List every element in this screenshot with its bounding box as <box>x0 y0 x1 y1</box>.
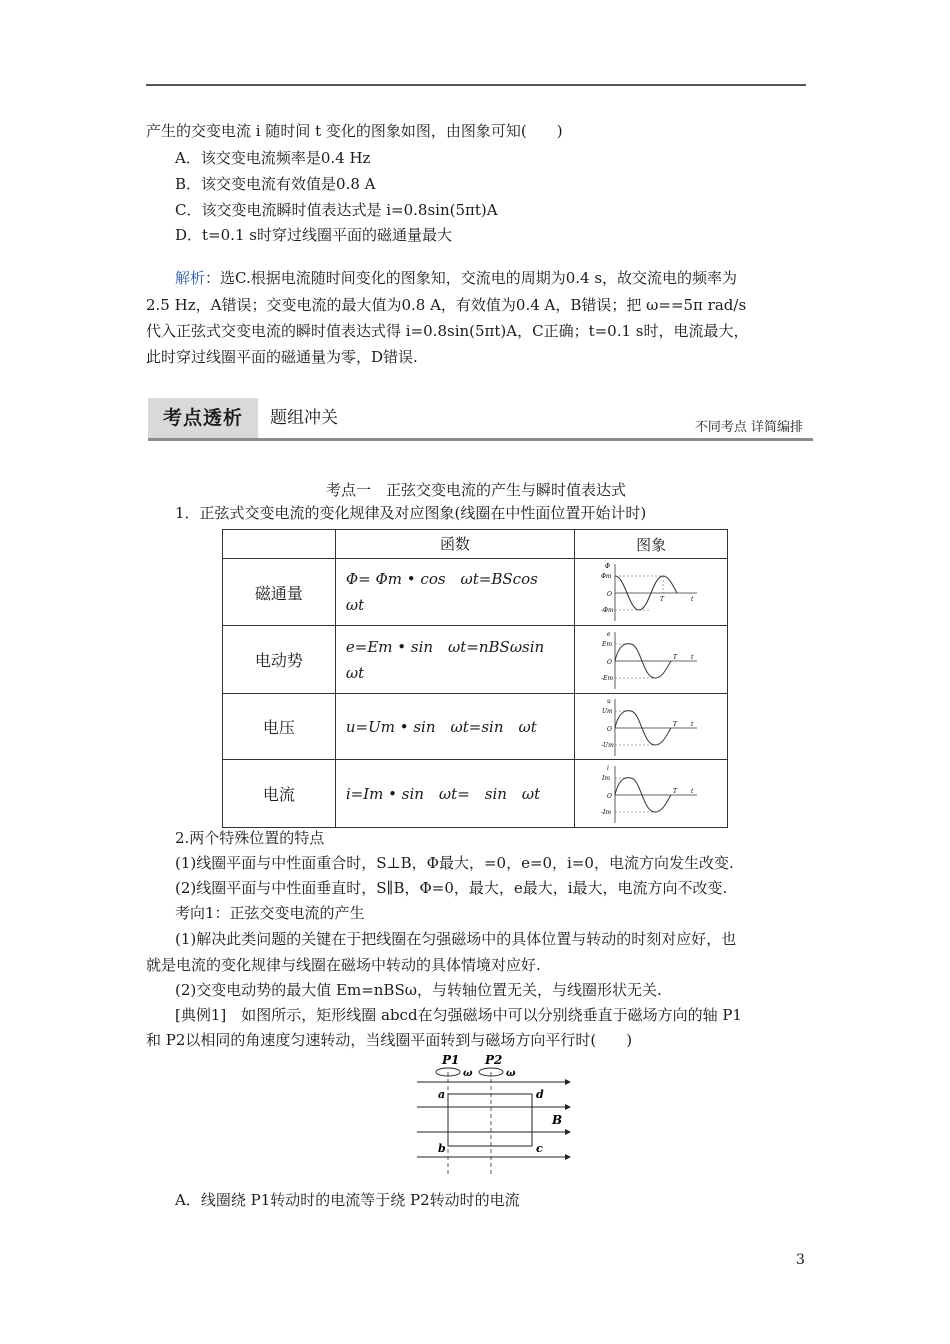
question-stem: 产生的交变电流 i 随时间 t 变化的图象如图，由图象可知( ) <box>146 122 563 140</box>
banner-bar <box>148 438 813 441</box>
table-header <box>223 530 728 559</box>
row-name: 磁通量 <box>223 559 336 626</box>
table-row <box>223 760 728 828</box>
row-graph <box>575 559 728 626</box>
header-cell-empty <box>223 530 336 559</box>
row-function <box>335 626 574 694</box>
formula-table <box>222 529 728 828</box>
svg-text:O: O <box>607 658 613 666</box>
table-row <box>223 694 728 760</box>
analysis-label: 解析 <box>175 269 206 287</box>
table-row <box>223 559 728 626</box>
example-option-a: A．线圈绕 P1转动时的电流等于绕 P2转动时的电流 <box>175 1191 520 1209</box>
example-line-1: [典例1] 如图所示，矩形线圈 abcd在匀强磁场中可以分别绕垂直于磁场方向的轴 P1 <box>175 1006 742 1024</box>
analysis-line-3: 代入正弦式交变电流的瞬时值表达式得 i=0.8sin(5πt)A，C正确；t=0.1 s时，电流最大， <box>146 322 749 340</box>
section-banner <box>148 398 813 442</box>
item-1: 1．正弦式交变电流的变化规律及对应图象(线圈在中性面位置开始计时) <box>175 504 647 522</box>
sin-graph-icon <box>601 763 701 825</box>
function-line-1: Φ= Φm • cos ωt=BScos <box>345 570 538 588</box>
option-c-label: C． <box>175 201 202 219</box>
direction-note-1-line-2: 就是电流的变化规律与线圈在磁场中转动的具体情境对应好. <box>146 956 541 974</box>
row-name: 电流 <box>223 760 336 828</box>
row-graph <box>575 694 728 760</box>
banner-subtitle: 题组冲关 <box>270 408 338 428</box>
option-a-text: 该交变电流频率是0.4 Hz <box>200 149 371 167</box>
option-a-label: A． <box>175 149 201 167</box>
svg-text:T: T <box>673 787 678 795</box>
analysis-line-2: 2.5 Hz，A错误；交变电流的最大值为0.8 A，有效值为0.4 A，B错误；把 ω==5π rad/s <box>146 296 747 314</box>
banner-right-text: 不同考点 详简编排 <box>694 420 803 435</box>
svg-text:a: a <box>438 1088 446 1101</box>
svg-text:Φm: Φm <box>601 573 612 580</box>
svg-text:Um: Um <box>602 707 613 715</box>
coil-diagram <box>412 1052 582 1174</box>
option-a <box>175 148 370 168</box>
svg-text:t: t <box>691 596 694 603</box>
row-function <box>335 559 574 626</box>
row-graph <box>575 760 728 828</box>
svg-text:T: T <box>673 653 678 661</box>
svg-text:T: T <box>660 596 665 603</box>
section-heading: 考点一 正弦交变电流的产生与瞬时值表达式 <box>326 481 627 499</box>
svg-text:u: u <box>607 697 611 705</box>
analysis-line-4: 此时穿过线圈平面的磁通量为零，D错误. <box>146 348 418 366</box>
option-b-label: B． <box>175 175 202 193</box>
svg-text:Φ: Φ <box>605 563 611 570</box>
svg-text:-Em: -Em <box>601 674 614 682</box>
svg-text:c: c <box>536 1142 543 1155</box>
option-c <box>175 200 498 220</box>
header-cell-graph: 图象 <box>575 530 728 559</box>
svg-text:-Um: -Um <box>601 741 614 749</box>
option-d <box>175 225 452 245</box>
svg-text:d: d <box>536 1088 544 1101</box>
svg-text:B: B <box>552 1113 563 1127</box>
svg-text:P1: P1 <box>442 1053 460 1067</box>
analysis-line-1 <box>175 268 737 288</box>
option-b <box>175 174 376 194</box>
row-name: 电压 <box>223 694 336 760</box>
function-line-1: i=Im • sin ωt= sin ωt <box>345 784 541 803</box>
cos-graph-icon <box>601 561 701 623</box>
option-d-text: t=0.1 s时穿过线圈平面的磁通量最大 <box>202 226 452 244</box>
example-line-2: 和 P2以相同的角速度匀速转动，当线圈平面转到与磁场方向平行时( ) <box>146 1031 633 1049</box>
svg-text:T: T <box>673 720 678 728</box>
svg-text:P2: P2 <box>485 1053 503 1067</box>
svg-text:-Φm: -Φm <box>601 607 614 614</box>
svg-text:O: O <box>607 792 613 800</box>
option-d-label: D． <box>175 226 203 244</box>
svg-text:Em: Em <box>602 640 613 648</box>
function-line-2: ωt <box>345 596 365 614</box>
function-line-2: ωt <box>345 663 365 682</box>
svg-text:O: O <box>607 725 613 733</box>
header-rule <box>146 84 806 86</box>
sin-graph-icon <box>601 696 701 758</box>
direction-note-1-line-1: (1)解决此类问题的关键在于把线圈在匀强磁场中的具体位置与转动的时刻对应好，也 <box>175 930 737 948</box>
row-function <box>335 760 574 828</box>
function-line-1: u=Um • sin ωt=sin ωt <box>345 717 537 736</box>
row-name: 电动势 <box>223 626 336 694</box>
option-c-text: 该交变电流瞬时值表达式是 i=0.8sin(5πt)A <box>201 201 498 219</box>
function-line-1: e=Em • sin ωt=nBSωsin <box>345 637 545 656</box>
row-graph <box>575 626 728 694</box>
svg-text:b: b <box>438 1142 446 1155</box>
svg-text:ω: ω <box>506 1068 516 1079</box>
svg-text:-Im: -Im <box>601 808 612 816</box>
sin-graph-icon <box>601 629 701 691</box>
header-cell-function: 函数 <box>335 530 574 559</box>
point-2: (2)线圈平面与中性面垂直时，S∥B，Φ=0，最大，e最大，i最大，电流方向不改变. <box>175 879 728 897</box>
svg-text:i: i <box>607 764 610 772</box>
svg-text:t: t <box>691 653 694 661</box>
svg-text:t: t <box>691 787 694 795</box>
table-row <box>223 626 728 694</box>
option-b-text: 该交变电流有效值是0.8 A <box>201 175 376 193</box>
svg-text:Im: Im <box>602 774 611 782</box>
svg-text:e: e <box>607 630 611 638</box>
direction-title: 考向1：正弦交变电流的产生 <box>175 904 365 922</box>
svg-text:O: O <box>607 591 613 598</box>
points-title: 2.两个特殊位置的特点 <box>175 829 325 847</box>
banner-title: 考点透析 <box>148 398 258 438</box>
point-1: (1)线圈平面与中性面重合时，S⊥B，Φ最大，=0，e=0，i=0，电流方向发生改变. <box>175 854 734 872</box>
svg-text:ω: ω <box>463 1068 473 1079</box>
analysis-text-1: ：选C.根据电流随时间变化的图象知，交流电的周期为0.4 s，故交流电的频率为 <box>205 269 738 287</box>
direction-note-2: (2)交变电动势的最大值 Em=nBSω，与转轴位置无关，与线圈形状无关. <box>175 981 662 999</box>
row-function <box>335 694 574 760</box>
page-number: 3 <box>796 1252 805 1268</box>
svg-text:t: t <box>691 720 694 728</box>
